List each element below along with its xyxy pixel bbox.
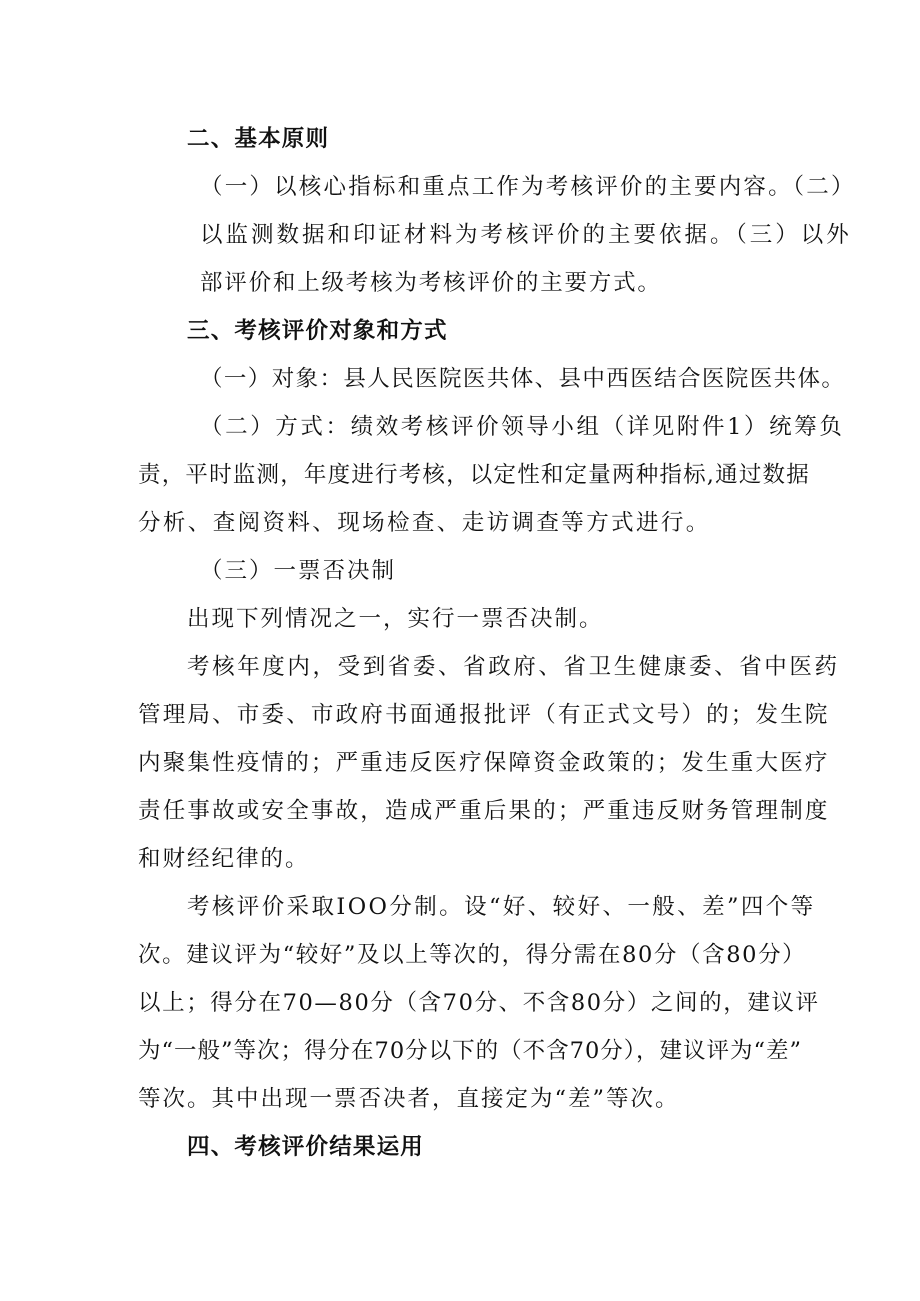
paragraph-line: 责任事故或安全事故，造成严重后果的；严重违反财务管理制度 (138, 798, 830, 824)
paragraph-line: 为“一般”等次；得分在70分以下的（不含70分），建议评为“差” (138, 1038, 803, 1064)
paragraph-line: 以监测数据和印证材料为考核评价的主要依据。（三）以外 (200, 222, 852, 248)
paragraph-line: （一）以核心指标和重点工作为考核评价的主要内容。（二） (200, 174, 856, 200)
paragraph-line: 等次。其中出现一票否决者，直接定为“差”等次。 (138, 1086, 680, 1112)
paragraph-line: 考核评价采取IOO分制。设“好、较好、一般、差”四个等 (187, 894, 816, 920)
paragraph-line: 和财经纪律的。 (138, 846, 310, 872)
paragraph-line: 分析、查阅资料、现场检查、走访调查等方式进行。 (138, 510, 711, 536)
paragraph-line: 考核年度内，受到省委、省政府、省卫生健康委、省中医药 (187, 654, 840, 680)
section-heading-results-application: 四、考核评价结果运用 (187, 1134, 425, 1160)
section-heading-principles: 二、基本原则 (187, 126, 330, 152)
paragraph-line: （二）方式：绩效考核评价领导小组（详见附件1）统筹负 (200, 414, 845, 440)
section-heading-objects-methods: 三、考核评价对象和方式 (187, 318, 448, 344)
paragraph-line: 部评价和上级考核为考核评价的主要方式。 (200, 270, 662, 296)
subsection-title: （三）一票否决制 (200, 558, 397, 584)
paragraph-line: 次。建议评为“较好”及以上等次的，得分需在80分（含80分） (138, 942, 807, 968)
paragraph-line: （一）对象：县人民医院医共体、县中西医结合医院医共体。 (200, 366, 846, 392)
paragraph-line: 管理局、市委、市政府书面通报批评（有正式文号）的；发生院 (138, 702, 830, 728)
paragraph-line: 出现下列情况之一，实行一票否决制。 (187, 606, 604, 632)
paragraph-line: 内聚集性疫情的；严重违反医疗保障资金政策的；发生重大医疗 (138, 750, 830, 776)
paragraph-line: 以上；得分在70—80分（含70分、不含80分）之间的，建议评 (138, 990, 820, 1016)
paragraph-line: 责，平时监测，年度进行考核，以定性和定量两种指标,通过数据 (138, 462, 810, 488)
